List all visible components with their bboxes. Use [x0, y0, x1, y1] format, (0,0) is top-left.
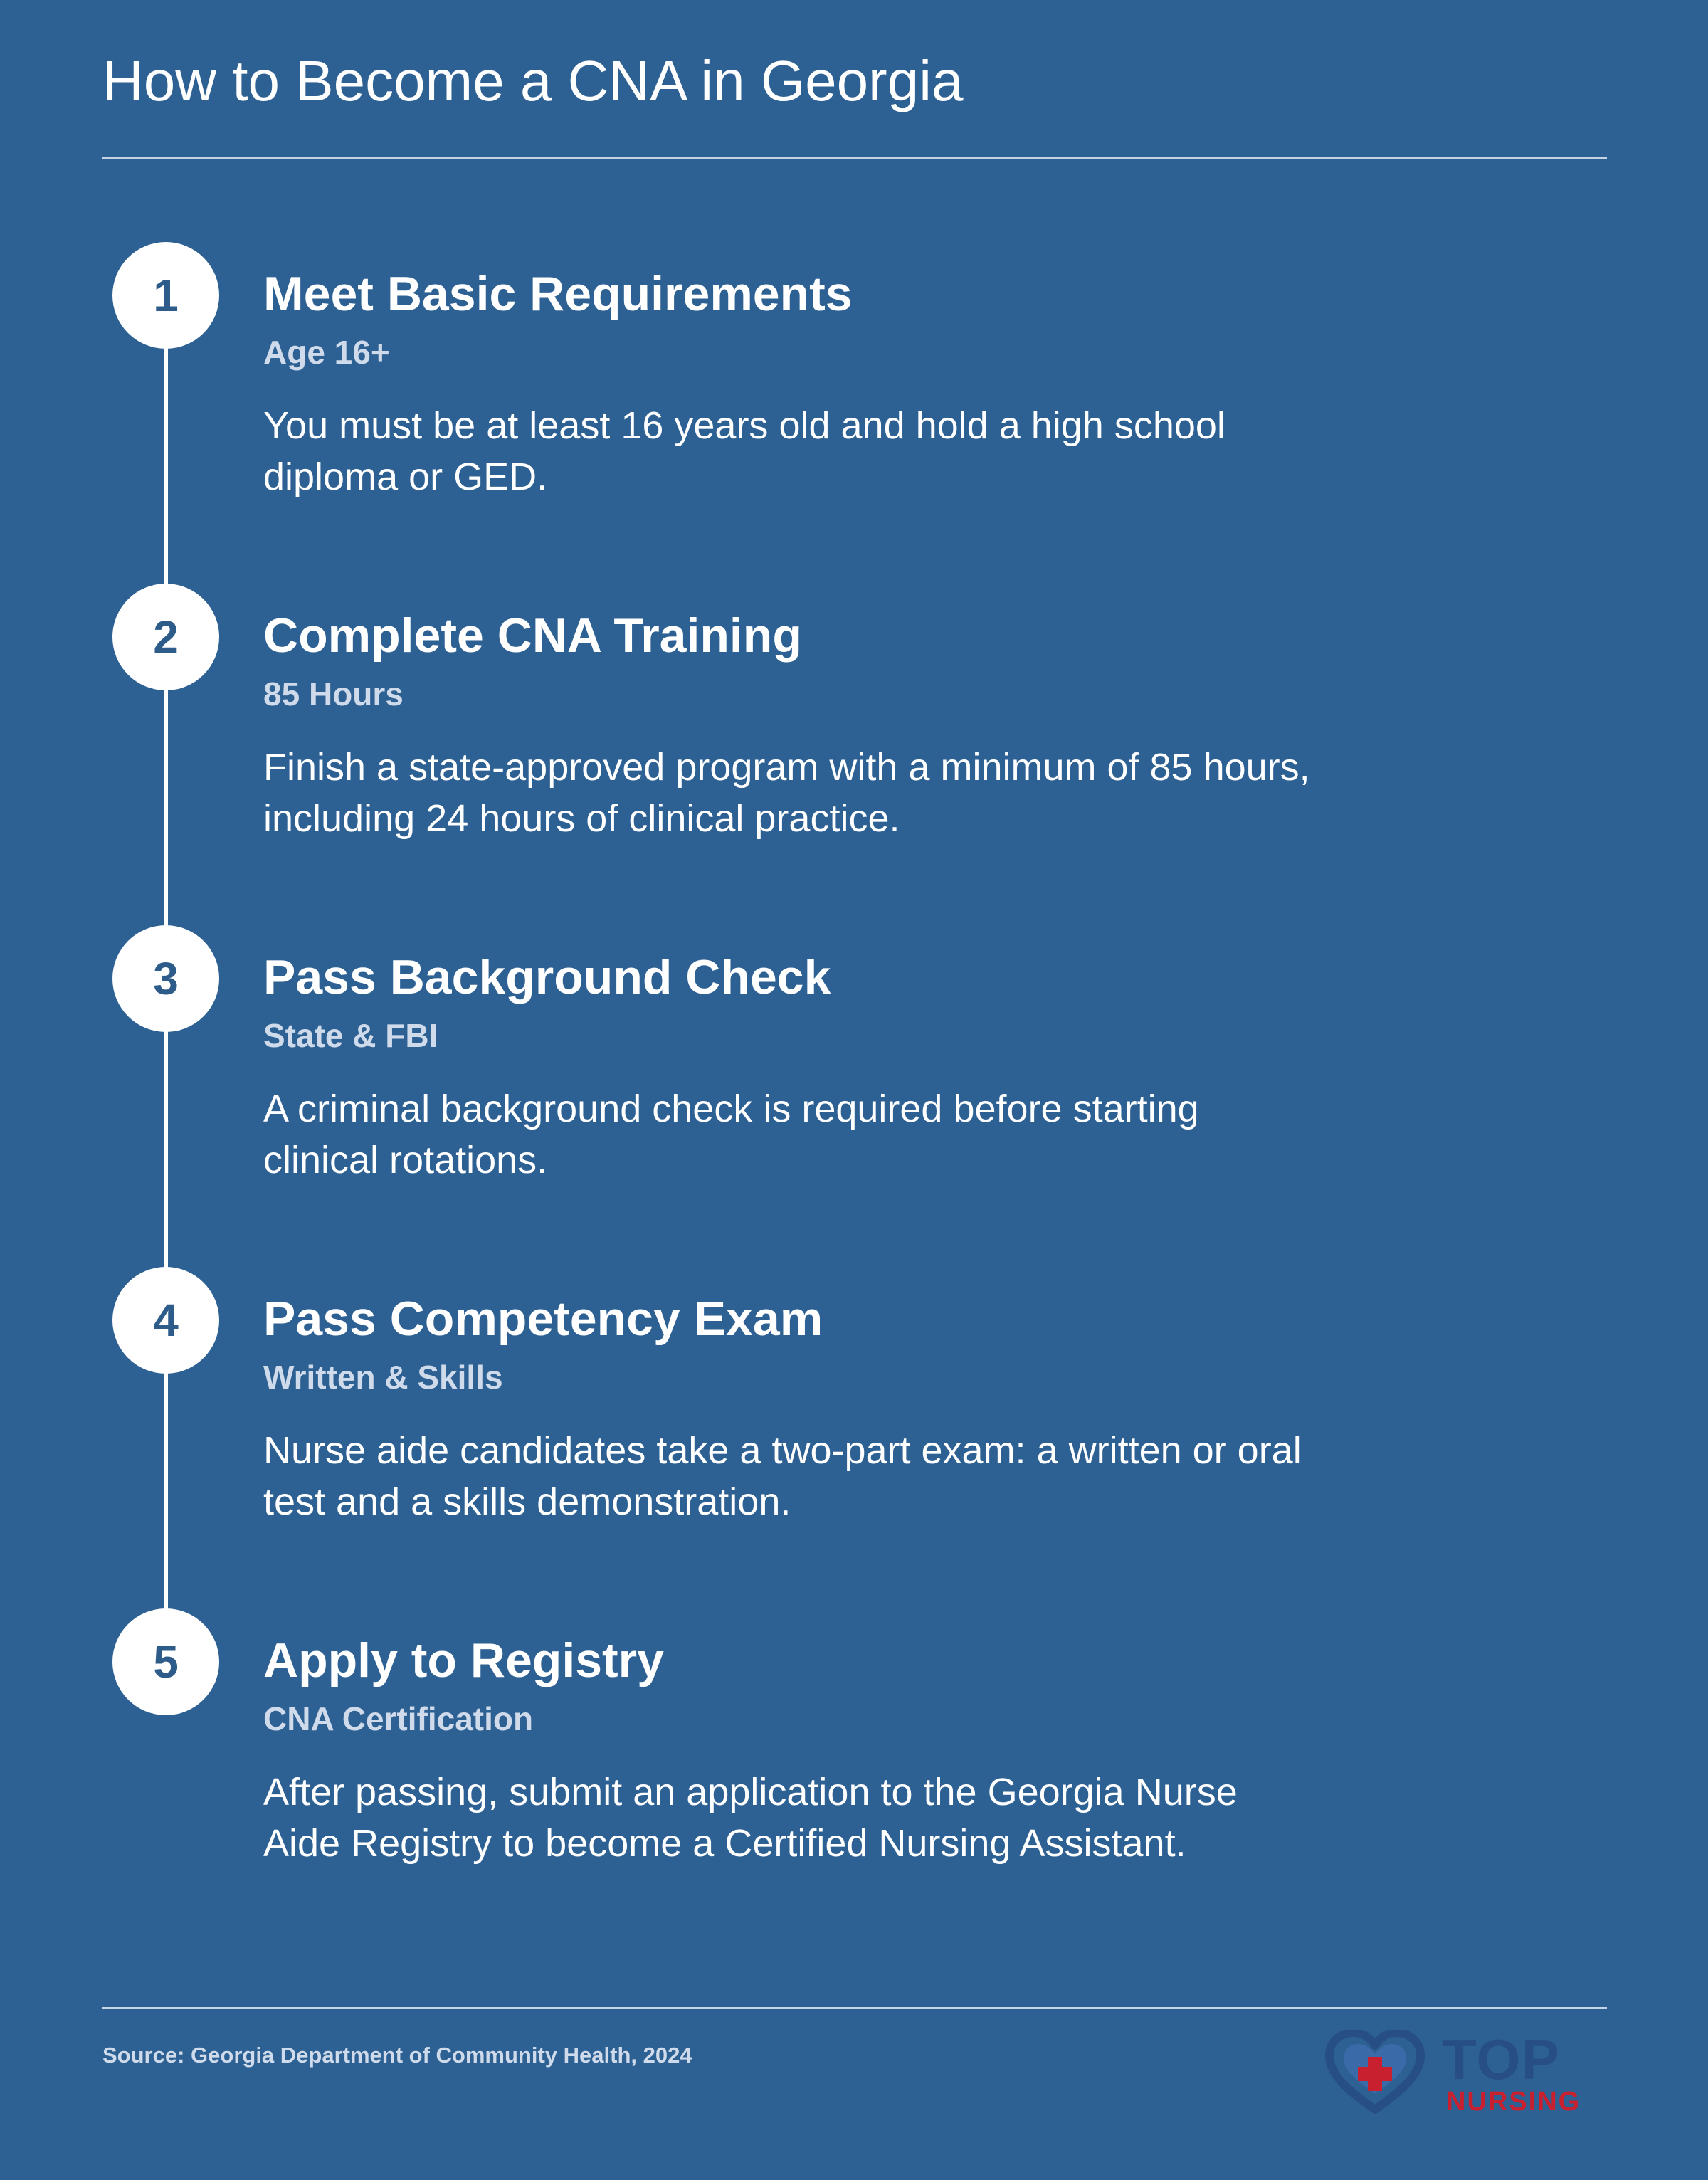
- step-4: [0, 1267, 1708, 1566]
- step-title: Apply to Registry: [263, 1633, 664, 1687]
- step-subtitle: State & FBI: [263, 1017, 438, 1054]
- step-1: [0, 242, 1708, 541]
- step-number-circle: 3: [112, 925, 219, 1032]
- step-description: After passing, submit an application to the Georgia Nurse Aide Registry to become a Certified Nursing Assistant.: [263, 1771, 1238, 1865]
- footer-divider: [102, 2007, 1607, 2009]
- step-number-circle: 1: [112, 242, 219, 349]
- step-3: [0, 925, 1708, 1224]
- page-title: How to Become a CNA in Georgia: [102, 49, 964, 112]
- step-title: Pass Competency Exam: [263, 1292, 823, 1346]
- step-description: Finish a state-approved program with a minimum of 85 hours, including 24 hours of clinical practice.: [263, 746, 1310, 840]
- step-description: A criminal background check is required before starting clinical rotations.: [263, 1088, 1199, 1181]
- source-citation: Source: Georgia Department of Community Health, 2024: [102, 2043, 692, 2068]
- step-subtitle: CNA Certification: [263, 1700, 534, 1737]
- step-subtitle: Age 16+: [263, 334, 390, 371]
- step-subtitle: 85 Hours: [263, 675, 404, 712]
- step-number-circle: 2: [112, 584, 219, 690]
- step-description: You must be at least 16 years old and hold a high school diploma or GED.: [263, 404, 1225, 498]
- step-description: Nurse aide candidates take a two-part exam: a written or oral test and a skills demonstration.: [263, 1429, 1302, 1523]
- step-subtitle: Written & Skills: [263, 1359, 503, 1396]
- step-2: [0, 584, 1708, 883]
- heart-cross-icon: [1325, 2030, 1425, 2115]
- header-divider: [102, 157, 1607, 159]
- logo-text-top: TOP: [1442, 2028, 1561, 2091]
- step-title: Complete CNA Training: [263, 609, 802, 663]
- step-number-circle: 5: [112, 1608, 219, 1715]
- step-5: [0, 1608, 1708, 1907]
- step-number-circle: 4: [112, 1267, 219, 1374]
- logo-text-nursing: NURSING: [1446, 2087, 1581, 2117]
- top-nursing-logo: [1325, 2030, 1610, 2115]
- step-title: Pass Background Check: [263, 950, 831, 1004]
- step-title: Meet Basic Requirements: [263, 267, 853, 321]
